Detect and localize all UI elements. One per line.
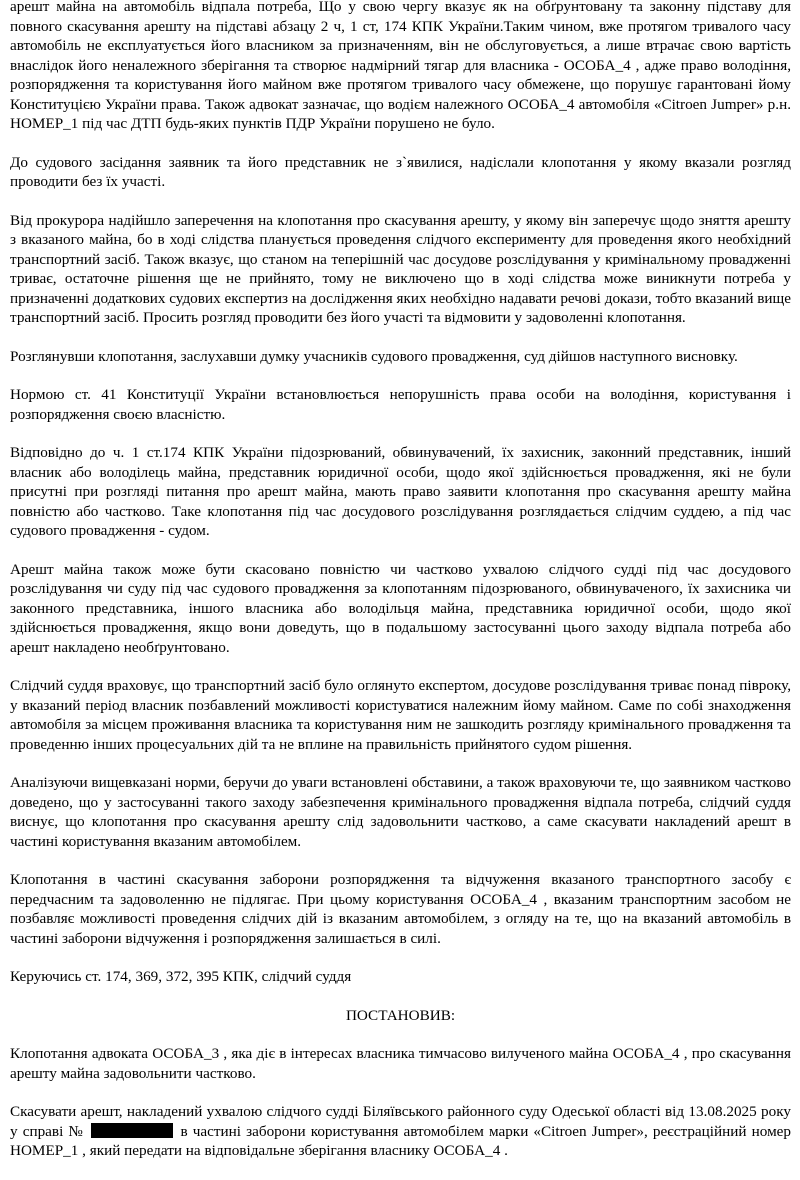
resolution-heading: ПОСТАНОВИВ: xyxy=(345,1006,456,1024)
resolution-item-2 xyxy=(10,1102,791,1161)
paragraph-court-consideration: Розглянувши клопотання, заслухавши думку учасників судового провадження, суд дійшов наступного висновку. xyxy=(10,347,738,365)
paragraph-cpc-article-174: Відповідно до ч. 1 ст.174 КПК України підозрюваний, обвинувачений, їх захисник, законний представник, інший власник або володілець майна, представник юридичної особи, щодо якої здійснюється провадження, які не були присутні при розгляді питання про арешт майна, мають право заявити клопотання про скасування арешту майна повністю або частково. Таке клопотання під час досудового розслідування розглядається слідчим суддею, а під час судового провадження - судом. xyxy=(10,444,791,539)
paragraph-prosecutor-objection: Від прокурора надійшло заперечення на клопотання про скасування арешту, у якому він заперечує щодо зняття арешту з вказаного майна, бо в ході слідства планується проведення слідчого експерименту для проведення якого необхідний транспортний засіб. Також вказує, що станом на теперішній час досудове розслідування у кримінальному провадженні триває, остаточне рішення ще не прийнято, тому не виключено що в ході слідства може виникнути потреба у призначенні додаткових судових експертиз на дослідження яких необхідно надавати речові докази, тобто вказаний вище транспортний засіб. Просить розгляд проводити без його участі та відмовити у задоволенні клопотання. xyxy=(10,211,791,326)
paragraph-partial-refusal: Клопотання в частині скасування заборони розпорядження та відчуження вказаного транспортного засобу є передчасним та задоволенню не підлягає. При цьому користування ОСОБА_4 , вказаним транспортним засобом не позбавляє можливості проведення слідчих дій із вказаним автомобілем, з огляду на те, що на вказаний автомобіль в частині заборони відчуження і розпорядження залишається в силі. xyxy=(10,871,791,947)
document-body xyxy=(10,0,791,1180)
resolution-item-2-after: в частині заборони користування автомобілем марки «Citroen Jumper», реєстраційний номер НОМЕР_1 , який передати на відповідальне зберігання власнику ОСОБА_4 . xyxy=(10,1122,792,1159)
paragraph-constitution-article: Нормою ст. 41 Конституції України встановлюється непорушність права особи на володіння, користування і розпорядження своєю власністю. xyxy=(10,386,791,423)
paragraph-guided-by: Керуючись ст. 174, 369, 372, 395 КПК, слідчий суддя xyxy=(10,968,352,985)
redacted-case-number xyxy=(91,1123,173,1138)
paragraph-analysis: Аналізуючи вищевказані норми, беручи до уваги встановлені обставини, а також враховуючи те, що заявником частково доведено, що у застосуванні такого заходу забезпечення кримінального провадження відпала потреба, слідчий суддя виснує, що клопотання про скасування арешту слід задовольнити частково, а саме скасувати накладений арешт в частині користування вказаним автомобілем. xyxy=(10,774,791,850)
resolution-item-2-before: Скасувати арешт, накладений ухвалою слідчого судді Біляївського районного суду Одеської області від 13.08.2025 року у справі № xyxy=(10,1103,791,1140)
resolution-item-1: Клопотання адвоката ОСОБА_3 , яка діє в інтересах власника тимчасово вилученого майна ОСОБА_4 , про скасування арешту майна задовольнити частково. xyxy=(10,1045,791,1082)
paragraph-owner-burden: арешт майна на автомобіль відпала потреба, Що у свою чергу вказує як на обґрунтовану та законну підставу для повного скасування арешту на підставі абзацу 2 ч, 1 ст, 174 КПК України.Таким чином, вже протягом тривалого часу автомобіль не експлуатується його власником за призначенням, він не обслуговується, а лише втрачає свою вартість внаслідок його неналежного зберігання та створює надмірний тягар для власника - ОСОБА_4 , адже право володіння, розпорядження та користування його майном вже протягом тривалого часу обмежене, що порушує гарантовані йому Конституцією України права. Також адвокат зазначає, що водієм належного ОСОБА_4 автомобіля «Citroen Jumper» р.н. НОМЕР_1 під час ДТП будь-яких пунктів ПДР України порушено не було. xyxy=(10,0,791,132)
paragraph-judge-considers: Слідчий суддя враховує, що транспортний засіб було оглянуто експертом, досудове розслідування триває понад півроку, у вказаний період власник позбавлений можливості користуватися належним йому майном. Саме по собі знаходження автомобіля за місцем проживання власника та користування ним не зашкодить розгляду кримінального провадження та проведенню інших процесуальних дій та не вплине на правильність прийнятого судом рішення. xyxy=(10,677,791,753)
paragraph-arrest-cancellation: Арешт майна також може бути скасовано повністю чи частково ухвалою слідчого судді під час досудового розслідування чи суду під час судового провадження за клопотанням підозрюваного, обвинуваченого, їх захисника чи законного представника, іншого власника або володільця майна, представника юридичної особи, щодо якої здійснюється провадження, якщо вони доведуть, що в подальшому застосуванні цього заходу відпала потреба або арешт накладено необґрунтовано. xyxy=(10,560,791,656)
paragraph-applicant-absence: До судового засідання заявник та його представник не з`явилися, надіслали клопотання у якому вказали розгляд проводити без їх участі. xyxy=(10,153,791,190)
